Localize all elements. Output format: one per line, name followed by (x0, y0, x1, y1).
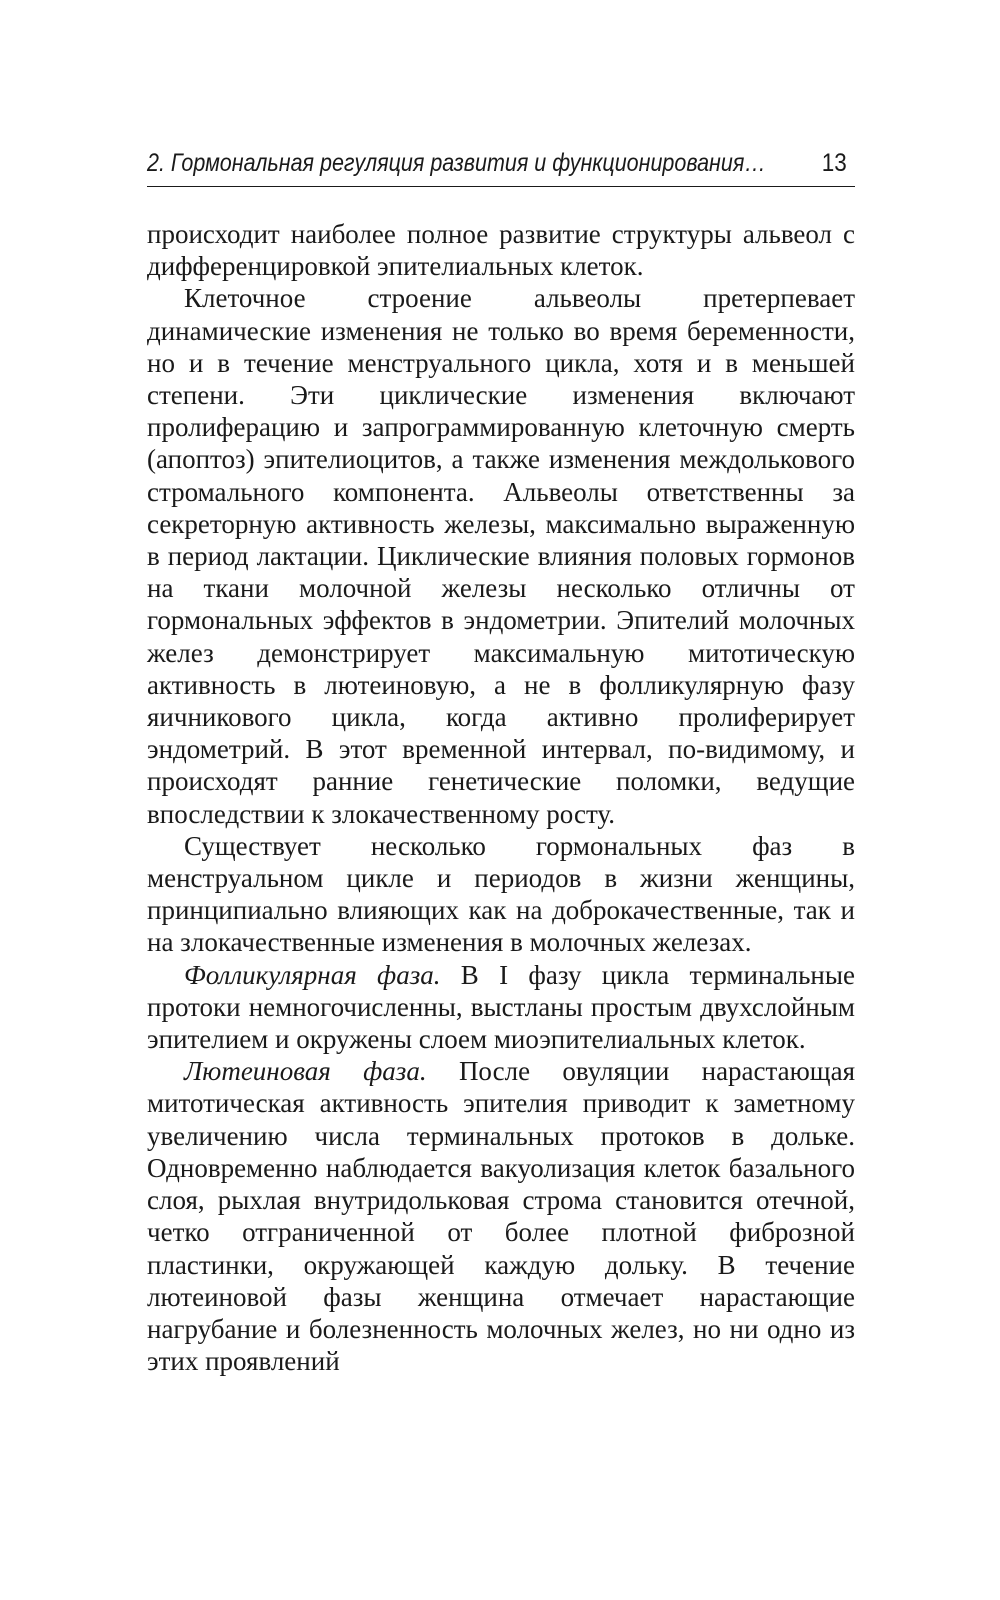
running-title: 2. Гормональная регуляция развития и функционирования… (147, 149, 766, 177)
paragraph-luteal-phase (147, 1055, 855, 1377)
paragraph-text: После овуляции нарастающая митотическая активность эпителия приводит к заметному увеличению числа терминальных протоков в дольке. Одновременно наблюдается вакуолизация клеток базального слоя, рыхлая внутридольковая строма становится отечной, четко отграниченной от более плотной фиброзной пластинки, окружающей каждую дольку. В течение лютеиновой фазы женщина отмечает нарастающие нагрубание и болезненность молочных желез, но ни одно из этих проявлений (147, 1056, 855, 1377)
paragraph-text: В I фазу цикла терминальные протоки немногочисленны, выстланы простым двухслойным эпителием и окружены слоем миоэпителиальных клеток. (147, 959, 855, 1055)
paragraph-continuation (147, 218, 855, 282)
paragraph-hormonal-phases (147, 830, 855, 959)
lead-in-follicular: Фолликулярная фаза. (184, 959, 441, 990)
paragraph-text: Клеточное строение альвеолы претерпевает динамические изменения не только во время беременности, но и в течение менструального цикла, хотя и в меньшей степени. Эти циклические изменения включают пролиферацию и запрограммированную клеточную смерть (апоптоз) эпителиоцитов, а также изменения междолькового стромального компонента. Альвеолы ответственны за секреторную активность железы, максимально выраженную в период лактации. Циклические влияния половых гормонов на ткани молочной железы несколько отличны от гормональных эффектов в эндометрии. Эпителий молочных желез демонстрирует максимальную митотическую активность в лютеиновую, а не в фолликулярную фазу яичникового цикла, когда активно пролиферирует эндометрий. В этот временной интервал, по-видимому, и происходят ранние генетические поломки, ведущие впоследствии к злокачественному росту. (147, 283, 855, 829)
lead-in-luteal: Лютеиновая фаза. (184, 1056, 427, 1087)
body-text (147, 218, 855, 1377)
paragraph-text: Существует несколько гормональных фаз в менструальном цикле и периодов в жизни женщины, принципиально влияющих как на доброкачественные, так и на злокачественные изменения в молочных железах. (147, 830, 855, 958)
page-number: 13 (821, 149, 847, 177)
paragraph-alveoli (147, 282, 855, 829)
paragraph-text: происходит наиболее полное развитие структуры альвеол с дифференцировкой эпителиальных клеток. (147, 219, 855, 282)
paragraph-follicular-phase (147, 959, 855, 1056)
running-header (147, 146, 855, 187)
